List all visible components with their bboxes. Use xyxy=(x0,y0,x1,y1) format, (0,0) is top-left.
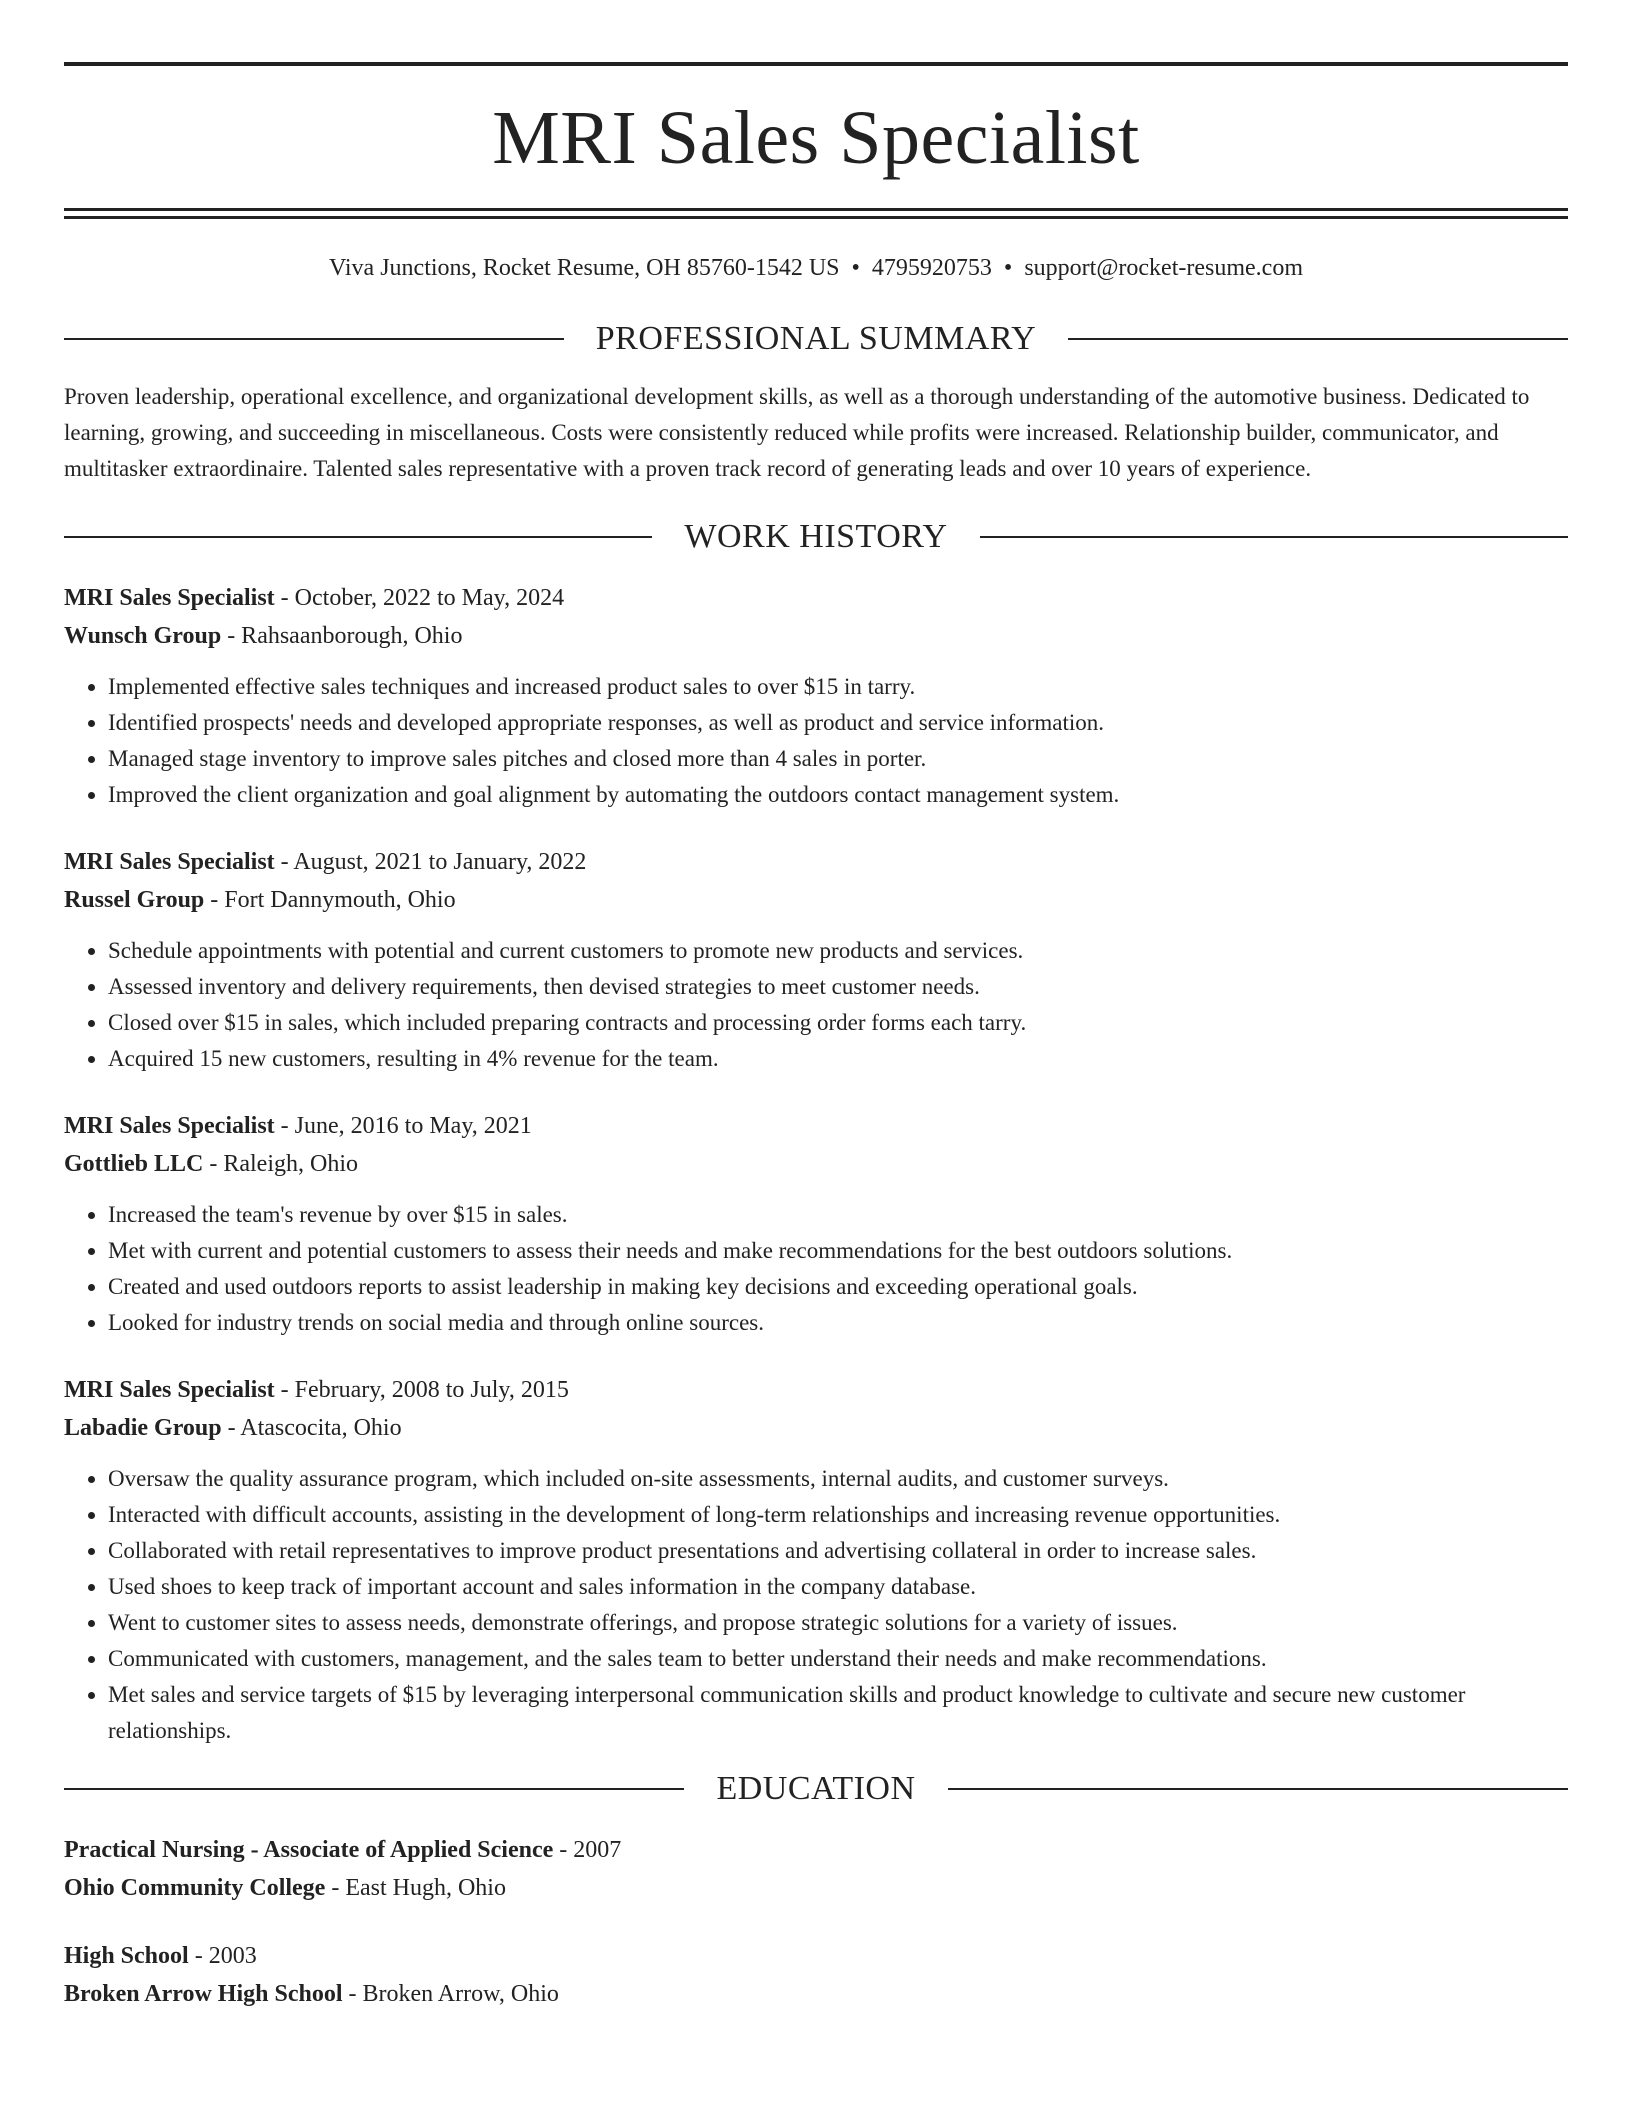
job-company-line xyxy=(64,617,1568,655)
job-dates: - October, 2022 to May, 2024 xyxy=(274,585,565,611)
job-bullet: • Assessed inventory and delivery requirements, then devised strategies to meet customer needs. xyxy=(108,969,1568,1005)
education-year: - 2007 xyxy=(553,1837,622,1863)
education-location: - East Hugh, Ohio xyxy=(325,1875,506,1901)
contact-email: support@rocket-resume.com xyxy=(1024,255,1303,281)
job-bullet: • Looked for industry trends on social media and through online sources. xyxy=(108,1305,1568,1341)
job-dates: - February, 2008 to July, 2015 xyxy=(274,1377,569,1403)
resume-title: MRI Sales Specialist xyxy=(492,96,1140,180)
job-dates: - June, 2016 to May, 2021 xyxy=(274,1113,532,1139)
education-entry xyxy=(64,1937,1568,2013)
job-dates: - August, 2021 to January, 2022 xyxy=(274,849,587,875)
job-bullet: • Oversaw the quality assurance program, which included on-site assessments, internal audits, and customer surveys. xyxy=(108,1461,1568,1497)
job-company-line xyxy=(64,1409,1568,1447)
job-title-line xyxy=(64,1107,1568,1145)
job-entry xyxy=(64,579,1568,813)
job-location: - Fort Dannymouth, Ohio xyxy=(204,887,456,913)
job-bullet: • Collaborated with retail representatives to improve product presentations and advertising collateral in order to increase sales. xyxy=(108,1533,1568,1569)
job-bullets xyxy=(64,933,1568,1077)
job-title-line xyxy=(64,843,1568,881)
job-bullet: • Managed stage inventory to improve sales pitches and closed more than 4 sales in porter. xyxy=(108,741,1568,777)
section-heading-work-history xyxy=(64,517,1568,557)
job-company-line xyxy=(64,881,1568,919)
job-title: MRI Sales Specialist xyxy=(64,1113,275,1139)
job-company: Russel Group xyxy=(64,887,205,913)
job-bullet: • Communicated with customers, management, and the sales team to better understand their needs and make recommendations. xyxy=(108,1641,1568,1677)
job-title: MRI Sales Specialist xyxy=(64,849,275,875)
section-title: PROFESSIONAL SUMMARY xyxy=(595,320,1037,357)
contact-address: Viva Junctions, Rocket Resume, OH 85760-1542 US xyxy=(328,255,840,281)
job-bullet: • Improved the client organization and goal alignment by automating the outdoors contact management system. xyxy=(108,777,1568,813)
job-bullet: • Increased the team's revenue by over $15 in sales. xyxy=(108,1197,1568,1233)
heading-rule-left xyxy=(64,536,652,538)
education-degree: Practical Nursing - Associate of Applied Science xyxy=(64,1837,554,1863)
job-entry xyxy=(64,1107,1568,1341)
heading-rule-right xyxy=(980,536,1568,538)
job-entry xyxy=(64,1371,1568,1749)
education-degree-line xyxy=(64,1831,1568,1869)
contact-separator: • xyxy=(851,255,860,281)
job-location: - Rahsaanborough, Ohio xyxy=(221,623,463,649)
job-location: - Raleigh, Ohio xyxy=(203,1151,358,1177)
section-title: WORK HISTORY xyxy=(684,518,948,555)
job-title: MRI Sales Specialist xyxy=(64,585,275,611)
job-bullet: • Used shoes to keep track of important account and sales information in the company database. xyxy=(108,1569,1568,1605)
job-company: Gottlieb LLC xyxy=(64,1151,204,1177)
education-school: Ohio Community College xyxy=(64,1875,326,1901)
section-title: EDUCATION xyxy=(716,1770,916,1807)
job-bullet: • Implemented effective sales techniques and increased product sales to over $15 in tarry. xyxy=(108,669,1568,705)
top-rule xyxy=(64,62,1568,66)
job-bullet: • Met with current and potential customers to assess their needs and make recommendations for the best outdoors solutions. xyxy=(108,1233,1568,1269)
contact-phone: 4795920753 xyxy=(871,255,992,281)
job-bullet: • Closed over $15 in sales, which included preparing contracts and processing order forms each tarry. xyxy=(108,1005,1568,1041)
education-entry xyxy=(64,1831,1568,1907)
contact-line xyxy=(64,253,1568,283)
heading-rule-left xyxy=(64,338,564,340)
job-bullets xyxy=(64,669,1568,813)
heading-rule-right xyxy=(948,1788,1568,1790)
job-bullet: • Interacted with difficult accounts, assisting in the development of long-term relationships and increasing revenue opportunities. xyxy=(108,1497,1568,1533)
job-bullet: • Acquired 15 new customers, resulting in 4% revenue for the team. xyxy=(108,1041,1568,1077)
education-school-line xyxy=(64,1975,1568,2013)
section-heading-education xyxy=(64,1769,1568,1809)
job-company-line xyxy=(64,1145,1568,1183)
education-degree-line xyxy=(64,1937,1568,1975)
section-heading-summary xyxy=(64,319,1568,359)
job-bullet: • Went to customer sites to assess needs, demonstrate offerings, and propose strategic solutions for a variety of issues. xyxy=(108,1605,1568,1641)
job-company: Wunsch Group xyxy=(64,623,222,649)
job-bullets xyxy=(64,1461,1568,1749)
title-double-rule xyxy=(64,208,1568,219)
job-location: - Atascocita, Ohio xyxy=(221,1415,402,1441)
education-school: Broken Arrow High School xyxy=(64,1981,343,2007)
education-year: - 2003 xyxy=(188,1943,257,1969)
job-bullets xyxy=(64,1197,1568,1341)
job-company: Labadie Group xyxy=(64,1415,222,1441)
education-school-line xyxy=(64,1869,1568,1907)
summary-text: Proven leadership, operational excellence, and organizational development skills, as well as a thorough understanding of the automotive business. Dedicated to learning, growing, and succeeding in miscellaneous. Costs were consistently reduced while profits were increased. Relationship builder, communicator, and multitasker extraordinaire. Talented sales representative with a proven track record of generating leads and over 10 years of experience. xyxy=(64,384,1530,481)
heading-rule-right xyxy=(1068,338,1568,340)
job-title-line xyxy=(64,1371,1568,1409)
job-title: MRI Sales Specialist xyxy=(64,1377,275,1403)
job-entry xyxy=(64,843,1568,1077)
education-degree: High School xyxy=(64,1943,189,1969)
job-title-line xyxy=(64,579,1568,617)
job-bullet: • Schedule appointments with potential and current customers to promote new products and services. xyxy=(108,933,1568,969)
heading-rule-left xyxy=(64,1788,684,1790)
education-location: - Broken Arrow, Ohio xyxy=(342,1981,559,2007)
job-bullet: • Identified prospects' needs and developed appropriate responses, as well as product and service information. xyxy=(108,705,1568,741)
job-bullet: • Met sales and service targets of $15 by leveraging interpersonal communication skills and product knowledge to cultivate and secure new customer relationships. xyxy=(108,1677,1568,1749)
job-bullet: • Created and used outdoors reports to assist leadership in making key decisions and exceeding operational goals. xyxy=(108,1269,1568,1305)
contact-separator: • xyxy=(1003,255,1013,281)
